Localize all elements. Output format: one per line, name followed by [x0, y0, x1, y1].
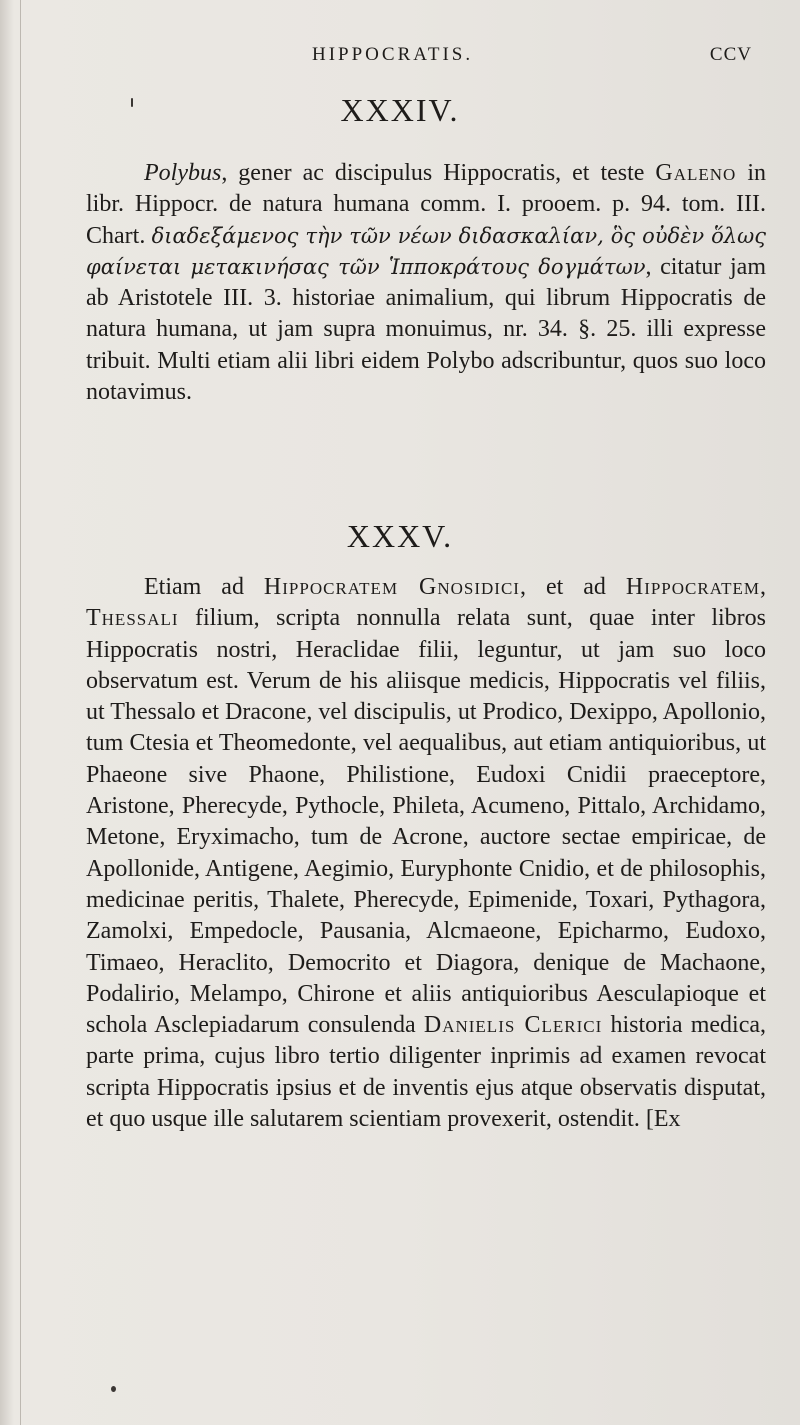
- text-run: filium, scripta nonnulla relata sunt, quae inter libros Hippocratis nostri, Heraclidae filii, leguntur, ut jam suo loco observatum est. Verum de his aliisque medicis, Hippocratis vel filiis, ut Thessalo et Dracone, vel discipulis, ut Prodico, Dexippo, Apollonio, tum Ctesia et Theomedonte, vel aequalibus, aut etiam antiquioribus, ut Phaeone sive Phaone, Philistione, Eudoxi Cnidii praeceptore, Aristone, Pherecyde, Pythocle, Phileta, Acumeno, Pittalo, Archidamo, Metone, Eryximacho, tum de Acrone, auctore sectae empiricae, de Apollonide, Antigene, Aegimio, Euryphonte Cnidio, et de philosophis, medicinae peritis, Thalete, Pherecyde, Epimenide, Toxari, Pythagora, Zamolxi, Empedocle, Pausania, Alcmaeone, Epicharmo, Eudoxo, Timaeo, Heraclito, Democrito et Diagora, denique de Machaone, Podalirio, Melampo, Chirone et aliis antiquioribus Aesculapioque et schola Asclepiadarum consulenda: [86, 605, 766, 1039]
- text-run: Hippocratem Gnosidici: [263, 574, 520, 600]
- text-run: , et ad: [519, 574, 626, 600]
- running-head-title: HIPPOCRATIS.: [312, 44, 474, 65]
- page-edge-shadow: [20, 0, 21, 1425]
- section-paragraph-xxxiv: [86, 158, 766, 408]
- text-run: , gener ac discipulus Hippocratis, et teste: [221, 160, 656, 186]
- text-run: historia medica, parte prima, cujus libro tertio diligenter inprimis ad examen revocat scripta Hippocratis ipsius et de inventis ejus atque observatis disputat, et quo usque ille salutarem scientiam provexerit, ostendit. [Ex: [86, 1012, 766, 1133]
- text-run: Polybus: [144, 160, 222, 186]
- text-run: Thessali: [86, 605, 179, 632]
- greek-quotation: διαδεξάμενος τὴν τῶν νέων διδασκαλίαν, ὃς οὐδὲν ὅλως φαίνεται μετακινήσας τῶν Ἱπποκράτους δογμάτων: [86, 223, 766, 279]
- text-run: , citatur jam ab Aristotele III. 3. historiae animalium, qui librum Hippocratis de natura humana, ut jam supra monuimus, nr. 34. §. 25. illi expresse tribuit. Multi etiam alii libri eidem Polybo adscribuntur, quos suo loco notavimus.: [86, 253, 766, 406]
- text-run: Etiam ad: [144, 574, 264, 600]
- text-run: in libr. Hippocr. de natura humana comm. I. prooem. p. 94. tom. III. Chart.: [86, 160, 766, 249]
- running-head: [0, 44, 800, 74]
- ink-speck: [131, 98, 133, 107]
- section-heading-xxxv: XXXV.: [346, 518, 454, 554]
- text-run: Danielis Clerici: [423, 1012, 603, 1039]
- text-run: Hippocratem: [625, 574, 760, 600]
- page-number: CCV: [709, 44, 752, 65]
- ink-speck: [111, 1386, 116, 1392]
- text-run: ,: [760, 574, 766, 600]
- text-run: Galeno: [655, 160, 737, 186]
- section-heading-xxxiv: XXXIV.: [340, 92, 460, 128]
- section-paragraph-xxxv: [86, 572, 766, 1135]
